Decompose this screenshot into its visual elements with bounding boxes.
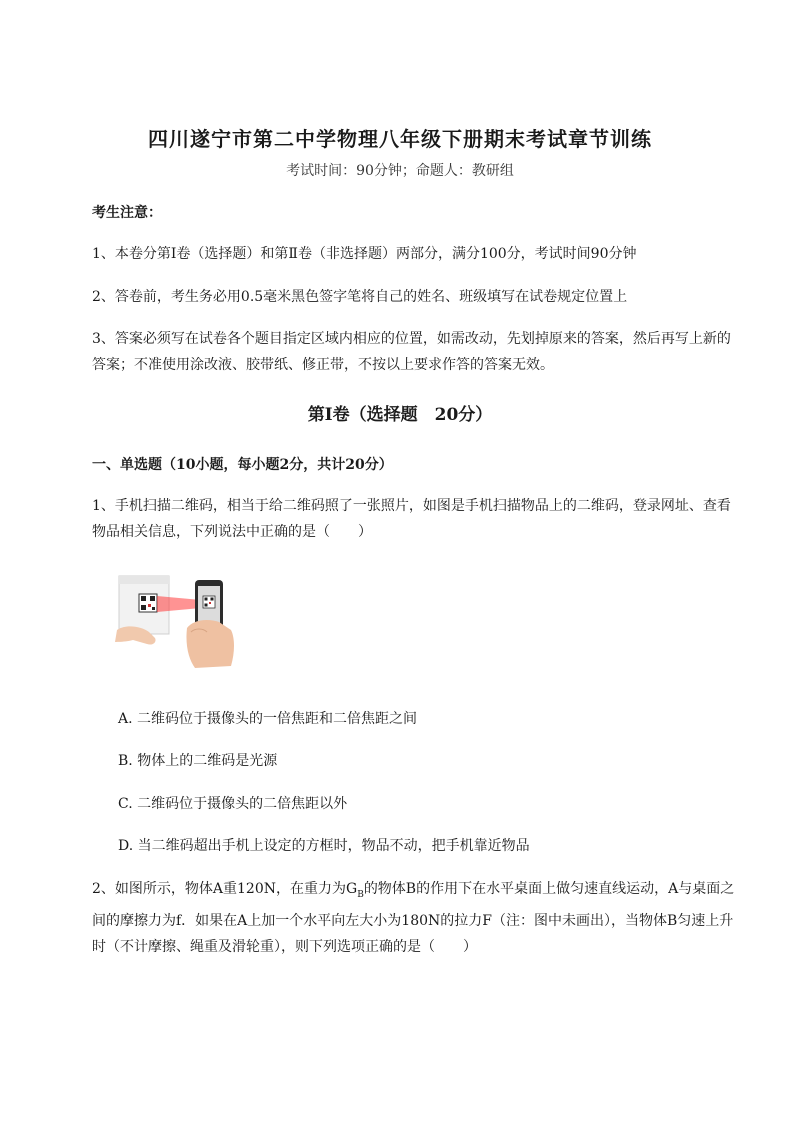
option-c: C. 二维码位于摄像头的二倍焦距以外 (118, 796, 348, 812)
note-item: 2、答卷前，考生务必用0.5毫米黑色签字笔将自己的姓名、班级填写在试卷规定位置上 (92, 289, 628, 305)
note-item: 3、答案必须写在试卷各个题目指定区域内相应的位置，如需改动，先划掉原来的答案，然后再写上新的答案；不准使用涂改液、胶带纸、修正带，不按以上要求作答的答案无效。 (92, 331, 731, 373)
qr-scan-illustration (115, 572, 237, 670)
question-2-stem-pre: 2、如图所示，物体A重120N，在重力为G (92, 881, 358, 897)
question-1-stem: 1、手机扫描二维码，相当于给二维码照了一张照片，如图是手机扫描物品上的二维码，登录网址、查看物品相关信息，下列说法中正确的是（ ） (92, 498, 731, 540)
question-2-stem (92, 876, 742, 960)
page-title: 四川遂宁市第二中学物理八年级下册期末考试章节训练 (148, 127, 652, 151)
question-2-stem-post: 的物体B的作用下在水平桌面上做匀速直线运动，A与桌面之间的摩擦力为f．如果在A上加一个水平向左大小为180N的拉力F（注：图中未画出），当物体B匀速上升时（不计摩擦、绳重及滑轮重），则下列选项正确的是（ ） (92, 881, 735, 955)
notes-heading: 考生注意： (92, 205, 162, 221)
gravity-subscript: B (357, 889, 364, 900)
option-a: A. 二维码位于摄像头的一倍焦距和二倍焦距之间 (118, 711, 418, 727)
option-b: B. 物体上的二维码是光源 (118, 753, 278, 769)
note-item: 1、本卷分第I卷（选择题）和第Ⅱ卷（非选择题）两部分，满分100分，考试时间90分钟 (92, 246, 637, 262)
section-title: 第I卷（选择题 20分） (307, 405, 493, 425)
exam-info: 考试时间：90分钟；命题人：教研组 (286, 163, 514, 179)
part-heading: 一、单选题（10小题，每小题2分，共计20分） (92, 457, 393, 473)
option-d: D. 当二维码超出手机上设定的方框时，物品不动，把手机靠近物品 (118, 838, 530, 854)
